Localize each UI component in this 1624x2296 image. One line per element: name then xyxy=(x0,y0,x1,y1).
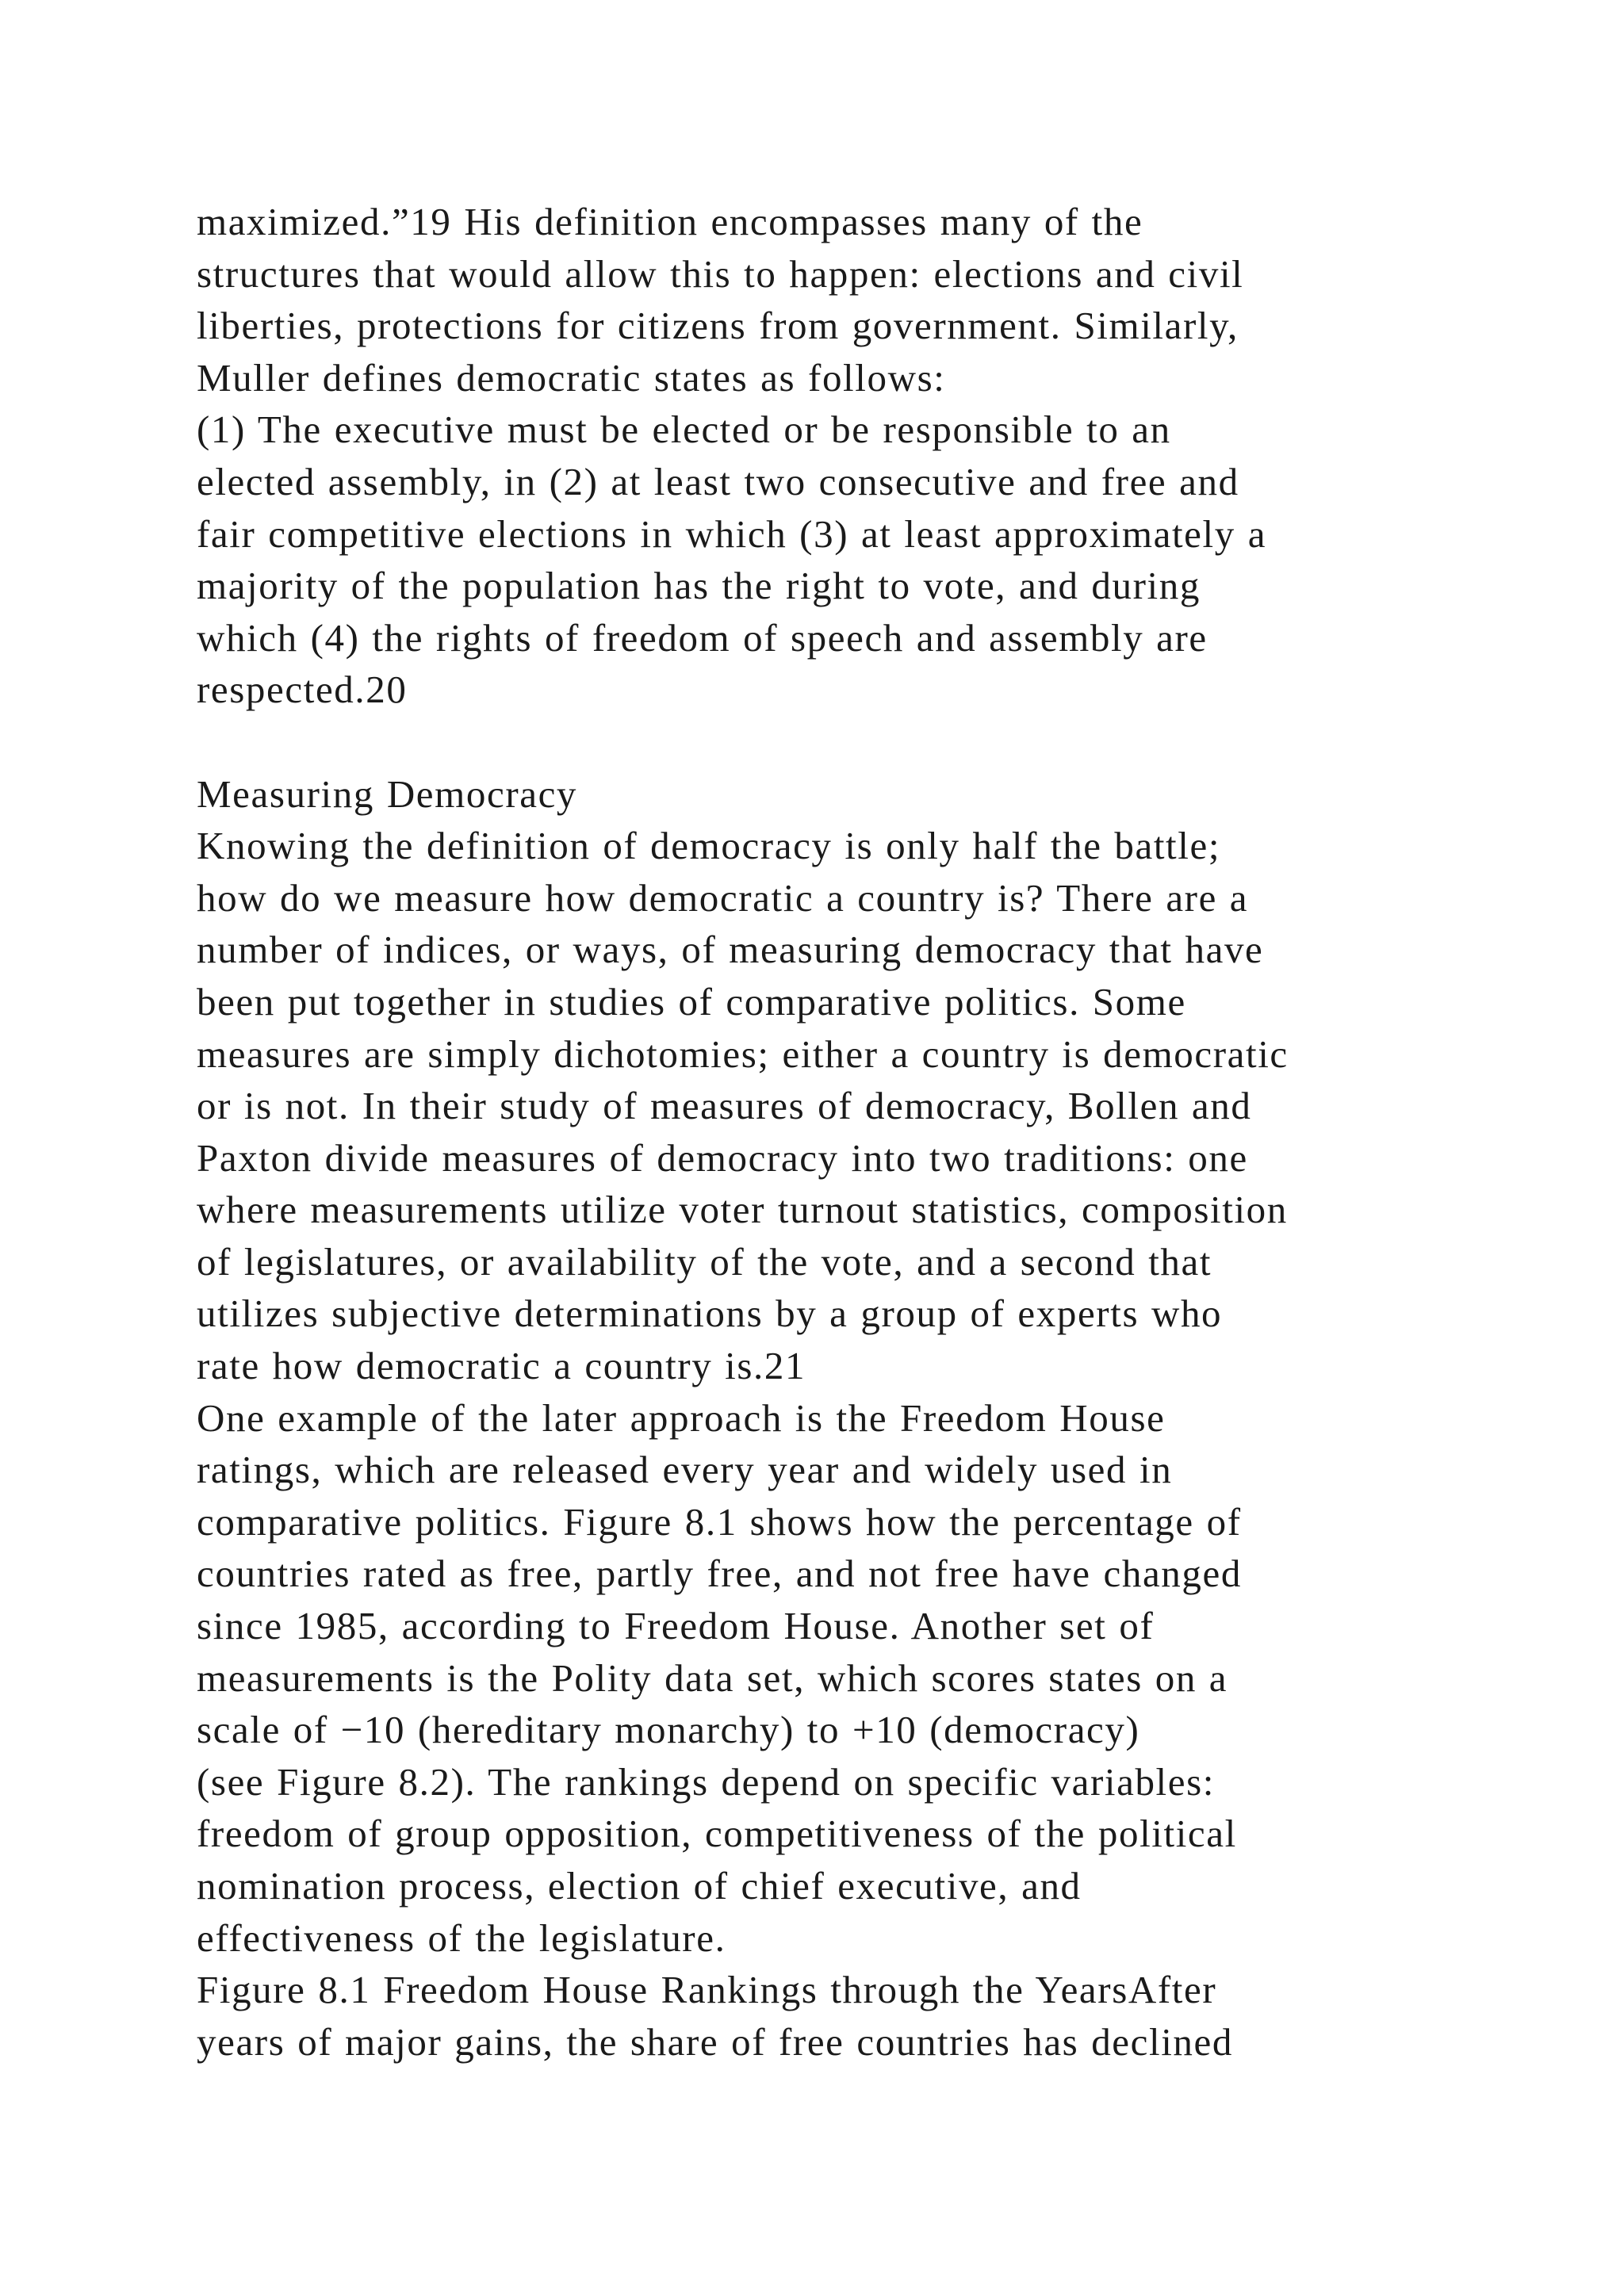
text-line: nomination process, election of chief executive, and xyxy=(197,1864,1082,1908)
text-line: majority of the population has the right to vote, and during xyxy=(197,564,1201,608)
text-line: utilizes subjective determinations by a group of experts who xyxy=(197,1292,1223,1336)
text-line: liberties, protections for citizens from government. Similarly, xyxy=(197,304,1239,348)
text-line: measures are simply dichotomies; either a country is democratic xyxy=(197,1031,1289,1076)
text-line: years of major gains, the share of free countries has declined xyxy=(197,2019,1233,2064)
text-line: ratings, which are released every year and widely used in xyxy=(197,1448,1173,1492)
body-text xyxy=(197,196,1608,2068)
text-line: how do we measure how democratic a country is? There are a xyxy=(197,875,1249,920)
text-line: effectiveness of the legislature. xyxy=(197,1915,726,1960)
text-line: (see Figure 8.2). The rankings depend on specific variables: xyxy=(197,1759,1216,1804)
text-line: since 1985, according to Freedom House. Another set of xyxy=(197,1604,1155,1648)
text-line: or is not. In their study of measures of democracy, Bollen and xyxy=(197,1084,1252,1128)
text-line: where measurements utilize voter turnout statistics, composition xyxy=(197,1188,1288,1232)
text-line: elected assembly, in (2) at least two consecutive and free and xyxy=(197,459,1239,503)
text-line: scale of −10 (hereditary monarchy) to +10 (democracy) xyxy=(197,1708,1140,1752)
paragraph-spacer xyxy=(197,716,1608,768)
text-line: freedom of group opposition, competitiveness of the political xyxy=(197,1812,1237,1856)
text-line: rate how democratic a country is.21 xyxy=(197,1344,806,1388)
text-line: Paxton divide measures of democracy into two traditions: one xyxy=(197,1135,1248,1180)
text-line: comparative politics. Figure 8.1 shows how the percentage of xyxy=(197,1499,1242,1544)
text-line: fair competitive elections in which (3) at least approximately a xyxy=(197,511,1267,556)
section-heading: Measuring Democracy xyxy=(197,771,578,816)
text-line: One example of the later approach is the Freedom House xyxy=(197,1395,1166,1440)
text-line: countries rated as free, partly free, and not free have changed xyxy=(197,1552,1242,1596)
figure-caption: Figure 8.1 Freedom House Rankings through the YearsAfter xyxy=(197,1968,1217,2012)
text-line: Knowing the definition of democracy is only half the battle; xyxy=(197,824,1221,868)
text-line: measurements is the Polity data set, which scores states on a xyxy=(197,1655,1228,1700)
text-line: structures that would allow this to happen: elections and civil xyxy=(197,251,1244,296)
text-line: Muller defines democratic states as follows: xyxy=(197,355,946,400)
text-line: respected.20 xyxy=(197,668,408,712)
text-line: of legislatures, or availability of the vote, and a second that xyxy=(197,1239,1212,1284)
text-line: number of indices, or ways, of measuring democracy that have xyxy=(197,928,1264,972)
text-line: maximized.”19 His definition encompasses many of the xyxy=(197,200,1143,243)
text-line: been put together in studies of comparative politics. Some xyxy=(197,979,1186,1024)
text-line: which (4) the rights of freedom of speech and assembly are xyxy=(197,615,1208,660)
text-line: (1) The executive must be elected or be responsible to an xyxy=(197,408,1171,452)
